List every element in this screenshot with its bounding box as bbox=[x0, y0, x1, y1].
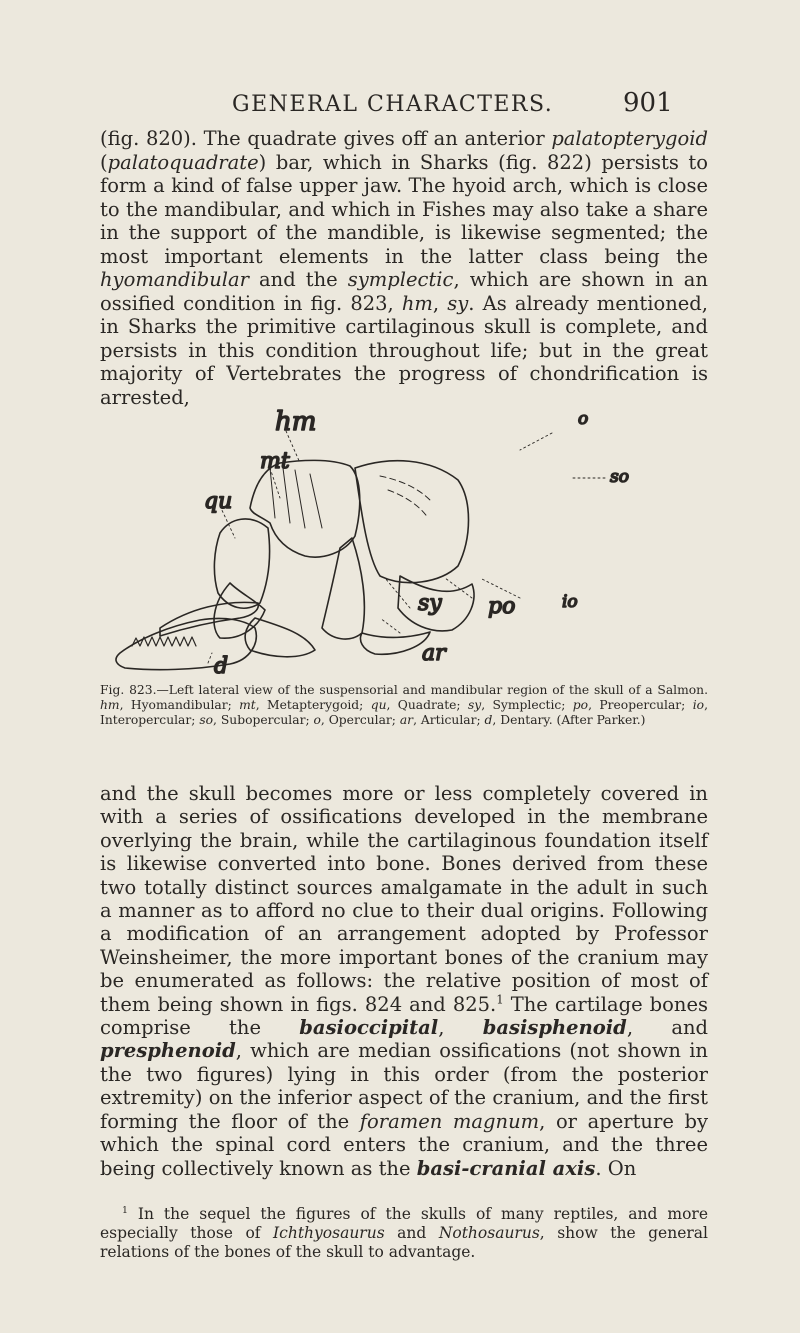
term-basisphenoid: basisphenoid bbox=[482, 1016, 627, 1040]
para2-text: , which are median ossifications (not shown in the two figures) lying in this order (from the posterior extremity) on the inferior aspect of the cranium, and the first forming the floor of the bbox=[100, 1039, 708, 1133]
term-palatopterygoid: palatopterygoid bbox=[551, 127, 708, 150]
term-presphenoid: presphenoid bbox=[100, 1039, 236, 1063]
para2-text: , or aperture by which the spinal cord enters the cranium, and the three being collectively known as the bbox=[100, 1109, 708, 1180]
term-sy: sy bbox=[447, 291, 469, 315]
caption-entry: po, Preopercular; bbox=[572, 698, 693, 712]
caption-entry: sy, Symplectic; bbox=[467, 698, 573, 712]
para1-text: and the bbox=[248, 268, 348, 291]
para2-text: The cartilage bones comprise the bbox=[100, 992, 708, 1040]
caption-entry: mt, Metapterygoid; bbox=[239, 698, 371, 712]
dentary-bone bbox=[116, 618, 256, 669]
running-head-title: GENERAL CHARACTERS. bbox=[232, 92, 554, 117]
term-hm: hm bbox=[401, 291, 433, 315]
label-ar: ar bbox=[422, 641, 446, 666]
hyomandibular-bone bbox=[250, 460, 360, 557]
para1-text: , bbox=[432, 291, 448, 315]
term-symplectic: symplectic bbox=[347, 268, 454, 291]
opercular-ridges bbox=[380, 476, 430, 518]
para2-text: and the skull becomes more or less completely covered in with a series of ossifications developed in the membrane overlying the brain, while the cartilaginous foundation itself is likewise converted into bone. Bones derived from these two totally distinct sources amalgamate in the adult in such a manner as to afford no clue to their dual origins. Following a modification of an arrangement adopted by Professor Weinsheimer, the more important bones of the cranium may be enumerated as follows: the relative position of most of them being shown in figs. 824 and 825. bbox=[100, 782, 708, 1016]
footnote-text: In the sequel the figures of the skulls of many reptiles, and more especially those of bbox=[100, 1205, 708, 1242]
term-hyomandibular: hyomandibular bbox=[100, 268, 249, 291]
caption-entry: o, Opercular; bbox=[313, 713, 400, 727]
paragraph-1 bbox=[100, 127, 708, 409]
para1-text: ) bar, which in Sharks (fig. 822) persists to form a kind of false upper jaw. The hyoid arch, which is close to the mandibular, and which in Fishes may also take a share in the support of the mandible, is likewise segmented; the most important elements in the latter class being the bbox=[100, 150, 708, 268]
term-foramen-magnum: foramen magnum bbox=[359, 1109, 540, 1133]
salmon-skull-drawing bbox=[100, 388, 708, 678]
caption-entry: d, Dentary. bbox=[484, 713, 557, 727]
term-basi-cranial-axis: basi-cranial axis bbox=[416, 1156, 596, 1180]
term-palatoquadrate: palatoquadrate bbox=[107, 150, 259, 174]
figure-caption bbox=[100, 683, 708, 728]
label-so: so bbox=[610, 467, 629, 487]
caption-entry: ar, Articular; bbox=[399, 713, 485, 727]
label-io: io bbox=[562, 592, 578, 612]
figure-823 bbox=[100, 388, 708, 678]
running-head bbox=[0, 88, 800, 122]
caption-source: (After Parker.) bbox=[556, 713, 646, 727]
footnote-text: and bbox=[384, 1224, 439, 1242]
para2-text: , and bbox=[626, 1016, 708, 1040]
para2-text: . On bbox=[595, 1156, 637, 1180]
term-basioccipital: basioccipital bbox=[299, 1016, 439, 1040]
page-number: 901 bbox=[623, 88, 673, 118]
para1-text: . As already mentioned, in Sharks the primitive cartilaginous skull is complete, and persists in this condition throughout life; but in the great majority of Vertebrates the progress of chondrification is arrested, bbox=[100, 291, 708, 409]
para1-text: (fig. 820). The quadrate gives off an anterior bbox=[100, 127, 552, 150]
label-mt: mt bbox=[260, 449, 290, 474]
quadrate-bone bbox=[214, 583, 265, 638]
caption-lead: Fig. 823.—Left lateral view of the suspensorial and mandibular region of the skull of a Salmon. bbox=[100, 683, 708, 697]
footnote-marker: 1 bbox=[122, 1204, 128, 1216]
label-po: po bbox=[488, 594, 516, 619]
para1-text: ( bbox=[100, 150, 108, 174]
term-nothosaurus: Nothosaurus bbox=[438, 1224, 540, 1242]
para2-text: , bbox=[438, 1016, 483, 1040]
caption-entry: so, Subopercular; bbox=[199, 713, 314, 727]
interopercular-bone bbox=[361, 632, 430, 654]
label-d: d bbox=[214, 654, 229, 678]
dentary-teeth bbox=[132, 637, 196, 646]
label-sy: sy bbox=[418, 591, 442, 616]
label-qu: qu bbox=[204, 489, 233, 514]
para1-text: , which are shown in an ossified condition in fig. 823, bbox=[100, 268, 708, 315]
term-ichthyosaurus: Ichthyosaurus bbox=[273, 1224, 385, 1242]
footnote bbox=[100, 1205, 708, 1262]
paragraph-2 bbox=[100, 782, 708, 1180]
footnote-text: , show the general relations of the bones of the skull to advantage. bbox=[100, 1224, 708, 1261]
caption-entry: hm, Hyomandibular; bbox=[100, 698, 240, 712]
caption-entry: qu, Quadrate; bbox=[370, 698, 468, 712]
preopercular-bone bbox=[322, 538, 364, 639]
footnote-reference: 1 bbox=[496, 992, 504, 1007]
metapterygoid-bone bbox=[214, 519, 269, 608]
label-o: o bbox=[578, 409, 589, 429]
caption-entry: io, Interopercular; bbox=[100, 698, 708, 727]
opercular-bone bbox=[355, 461, 469, 583]
label-hm: hm bbox=[275, 407, 317, 437]
hyomandibular-ridges bbox=[270, 468, 322, 528]
